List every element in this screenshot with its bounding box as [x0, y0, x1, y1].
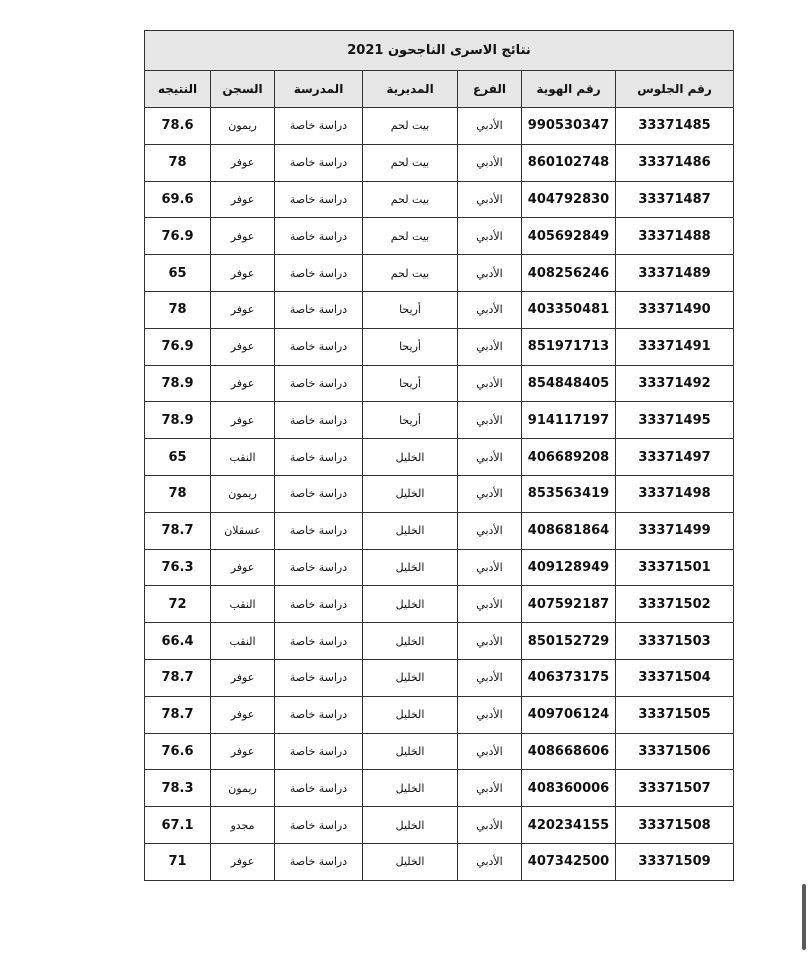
table-row: [145, 659, 734, 696]
id-number-cell: 851971713: [522, 328, 616, 365]
result-cell: 76.9: [145, 218, 211, 255]
id-number-cell: 990530347: [522, 108, 616, 145]
id-number-cell: 407592187: [522, 586, 616, 623]
directorate-cell: بيت لحم: [363, 181, 458, 218]
seat-number-cell: 33371501: [616, 549, 734, 586]
id-number-cell: 420234155: [522, 807, 616, 844]
id-number-cell: 854848405: [522, 365, 616, 402]
prison-cell: عسقلان: [211, 512, 275, 549]
table-body: [145, 108, 734, 881]
id-number-cell: 406689208: [522, 439, 616, 476]
prison-cell: عوفر: [211, 402, 275, 439]
prison-cell: عوفر: [211, 549, 275, 586]
branch-cell: الأدبي: [458, 733, 522, 770]
directorate-cell: بيت لحم: [363, 144, 458, 181]
table-row: [145, 108, 734, 145]
id-number-cell: 408256246: [522, 255, 616, 292]
id-number-cell: 409706124: [522, 696, 616, 733]
result-cell: 71: [145, 843, 211, 880]
directorate-cell: الخليل: [363, 439, 458, 476]
school-cell: دراسة خاصة: [275, 291, 363, 328]
result-cell: 78.6: [145, 108, 211, 145]
prison-cell: مجدو: [211, 807, 275, 844]
school-cell: دراسة خاصة: [275, 696, 363, 733]
branch-cell: الأدبي: [458, 549, 522, 586]
seat-number-cell: 33371504: [616, 659, 734, 696]
table-row: [145, 586, 734, 623]
school-cell: دراسة خاصة: [275, 365, 363, 402]
seat-number-cell: 33371498: [616, 475, 734, 512]
seat-number-cell: 33371505: [616, 696, 734, 733]
prison-cell: عوفر: [211, 181, 275, 218]
result-cell: 67.1: [145, 807, 211, 844]
directorate-cell: الخليل: [363, 549, 458, 586]
prison-cell: عوفر: [211, 144, 275, 181]
id-number-cell: 860102748: [522, 144, 616, 181]
table-row: [145, 402, 734, 439]
table-row: [145, 328, 734, 365]
prison-cell: عوفر: [211, 255, 275, 292]
school-cell: دراسة خاصة: [275, 439, 363, 476]
branch-cell: الأدبي: [458, 770, 522, 807]
seat-number-cell: 33371506: [616, 733, 734, 770]
result-cell: 78.9: [145, 402, 211, 439]
seat-number-cell: 33371502: [616, 586, 734, 623]
seat-number-cell: 33371489: [616, 255, 734, 292]
branch-cell: الأدبي: [458, 512, 522, 549]
branch-cell: الأدبي: [458, 475, 522, 512]
prison-cell: عوفر: [211, 218, 275, 255]
directorate-cell: أريحا: [363, 365, 458, 402]
school-cell: دراسة خاصة: [275, 181, 363, 218]
directorate-cell: الخليل: [363, 696, 458, 733]
seat-number-cell: 33371499: [616, 512, 734, 549]
table-row: [145, 439, 734, 476]
school-cell: دراسة خاصة: [275, 402, 363, 439]
school-cell: دراسة خاصة: [275, 770, 363, 807]
table-row: [145, 365, 734, 402]
branch-cell: الأدبي: [458, 144, 522, 181]
school-cell: دراسة خاصة: [275, 255, 363, 292]
prison-cell: عوفر: [211, 328, 275, 365]
seat-number-cell: 33371497: [616, 439, 734, 476]
prison-cell: عوفر: [211, 843, 275, 880]
result-cell: 76.3: [145, 549, 211, 586]
directorate-cell: بيت لحم: [363, 255, 458, 292]
school-cell: دراسة خاصة: [275, 843, 363, 880]
school-cell: دراسة خاصة: [275, 549, 363, 586]
branch-cell: الأدبي: [458, 291, 522, 328]
directorate-cell: الخليل: [363, 770, 458, 807]
prison-cell: النقب: [211, 623, 275, 660]
results-table: [144, 30, 734, 881]
branch-cell: الأدبي: [458, 328, 522, 365]
result-cell: 78: [145, 144, 211, 181]
prison-cell: عوفر: [211, 733, 275, 770]
branch-cell: الأدبي: [458, 623, 522, 660]
id-number-cell: 405692849: [522, 218, 616, 255]
school-cell: دراسة خاصة: [275, 218, 363, 255]
directorate-cell: أريحا: [363, 291, 458, 328]
id-number-cell: 407342500: [522, 843, 616, 880]
seat-number-cell: 33371488: [616, 218, 734, 255]
result-cell: 78.7: [145, 659, 211, 696]
result-cell: 78.7: [145, 696, 211, 733]
seat-number-cell: 33371485: [616, 108, 734, 145]
branch-cell: الأدبي: [458, 807, 522, 844]
prison-cell: عوفر: [211, 365, 275, 402]
school-cell: دراسة خاصة: [275, 328, 363, 365]
header-seat-number: رقم الجلوس: [616, 71, 734, 108]
prison-cell: عوفر: [211, 696, 275, 733]
directorate-cell: أريحا: [363, 328, 458, 365]
header-branch: الفرع: [458, 71, 522, 108]
branch-cell: الأدبي: [458, 439, 522, 476]
directorate-cell: الخليل: [363, 659, 458, 696]
prison-cell: عوفر: [211, 659, 275, 696]
directorate-cell: بيت لحم: [363, 108, 458, 145]
table-row: [145, 475, 734, 512]
school-cell: دراسة خاصة: [275, 144, 363, 181]
result-cell: 78.9: [145, 365, 211, 402]
table-row: [145, 218, 734, 255]
prison-cell: ريمون: [211, 770, 275, 807]
school-cell: دراسة خاصة: [275, 108, 363, 145]
id-number-cell: 404792830: [522, 181, 616, 218]
header-result: النتيجه: [145, 71, 211, 108]
result-cell: 78.3: [145, 770, 211, 807]
result-cell: 72: [145, 586, 211, 623]
id-number-cell: 409128949: [522, 549, 616, 586]
result-cell: 78: [145, 475, 211, 512]
branch-cell: الأدبي: [458, 365, 522, 402]
id-number-cell: 406373175: [522, 659, 616, 696]
result-cell: 76.6: [145, 733, 211, 770]
school-cell: دراسة خاصة: [275, 512, 363, 549]
result-cell: 78: [145, 291, 211, 328]
table-row: [145, 291, 734, 328]
directorate-cell: الخليل: [363, 733, 458, 770]
result-cell: 76.9: [145, 328, 211, 365]
table-row: [145, 733, 734, 770]
seat-number-cell: 33371490: [616, 291, 734, 328]
school-cell: دراسة خاصة: [275, 659, 363, 696]
table-row: [145, 770, 734, 807]
branch-cell: الأدبي: [458, 402, 522, 439]
prison-cell: ريمون: [211, 108, 275, 145]
school-cell: دراسة خاصة: [275, 807, 363, 844]
prison-cell: النقب: [211, 439, 275, 476]
header-directorate: المديرية: [363, 71, 458, 108]
seat-number-cell: 33371509: [616, 843, 734, 880]
seat-number-cell: 33371487: [616, 181, 734, 218]
branch-cell: الأدبي: [458, 181, 522, 218]
result-cell: 66.4: [145, 623, 211, 660]
id-number-cell: 403350481: [522, 291, 616, 328]
result-cell: 69.6: [145, 181, 211, 218]
table-title-row: [145, 31, 734, 71]
directorate-cell: بيت لحم: [363, 218, 458, 255]
branch-cell: الأدبي: [458, 108, 522, 145]
directorate-cell: الخليل: [363, 807, 458, 844]
table-row: [145, 255, 734, 292]
id-number-cell: 408668606: [522, 733, 616, 770]
directorate-cell: الخليل: [363, 475, 458, 512]
header-id-number: رقم الهوية: [522, 71, 616, 108]
table-row: [145, 843, 734, 880]
seat-number-cell: 33371508: [616, 807, 734, 844]
directorate-cell: أريحا: [363, 402, 458, 439]
result-cell: 65: [145, 439, 211, 476]
table-row: [145, 623, 734, 660]
table-title: نتائج الاسرى الناجحون 2021: [145, 31, 734, 71]
table-row: [145, 549, 734, 586]
directorate-cell: الخليل: [363, 623, 458, 660]
header-prison: السجن: [211, 71, 275, 108]
result-cell: 78.7: [145, 512, 211, 549]
seat-number-cell: 33371486: [616, 144, 734, 181]
vertical-scrollbar[interactable]: [802, 884, 806, 950]
id-number-cell: 408681864: [522, 512, 616, 549]
seat-number-cell: 33371495: [616, 402, 734, 439]
seat-number-cell: 33371507: [616, 770, 734, 807]
id-number-cell: 850152729: [522, 623, 616, 660]
branch-cell: الأدبي: [458, 843, 522, 880]
table-row: [145, 144, 734, 181]
header-school: المدرسة: [275, 71, 363, 108]
table-header-row: [145, 71, 734, 108]
branch-cell: الأدبي: [458, 218, 522, 255]
seat-number-cell: 33371491: [616, 328, 734, 365]
branch-cell: الأدبي: [458, 255, 522, 292]
table-row: [145, 807, 734, 844]
table-row: [145, 512, 734, 549]
branch-cell: الأدبي: [458, 696, 522, 733]
table-row: [145, 181, 734, 218]
id-number-cell: 914117197: [522, 402, 616, 439]
directorate-cell: الخليل: [363, 586, 458, 623]
directorate-cell: الخليل: [363, 843, 458, 880]
id-number-cell: 853563419: [522, 475, 616, 512]
school-cell: دراسة خاصة: [275, 586, 363, 623]
branch-cell: الأدبي: [458, 586, 522, 623]
prison-cell: النقب: [211, 586, 275, 623]
school-cell: دراسة خاصة: [275, 475, 363, 512]
directorate-cell: الخليل: [363, 512, 458, 549]
prison-cell: ريمون: [211, 475, 275, 512]
school-cell: دراسة خاصة: [275, 623, 363, 660]
school-cell: دراسة خاصة: [275, 733, 363, 770]
seat-number-cell: 33371492: [616, 365, 734, 402]
branch-cell: الأدبي: [458, 659, 522, 696]
result-cell: 65: [145, 255, 211, 292]
prison-cell: عوفر: [211, 291, 275, 328]
id-number-cell: 408360006: [522, 770, 616, 807]
table-row: [145, 696, 734, 733]
seat-number-cell: 33371503: [616, 623, 734, 660]
